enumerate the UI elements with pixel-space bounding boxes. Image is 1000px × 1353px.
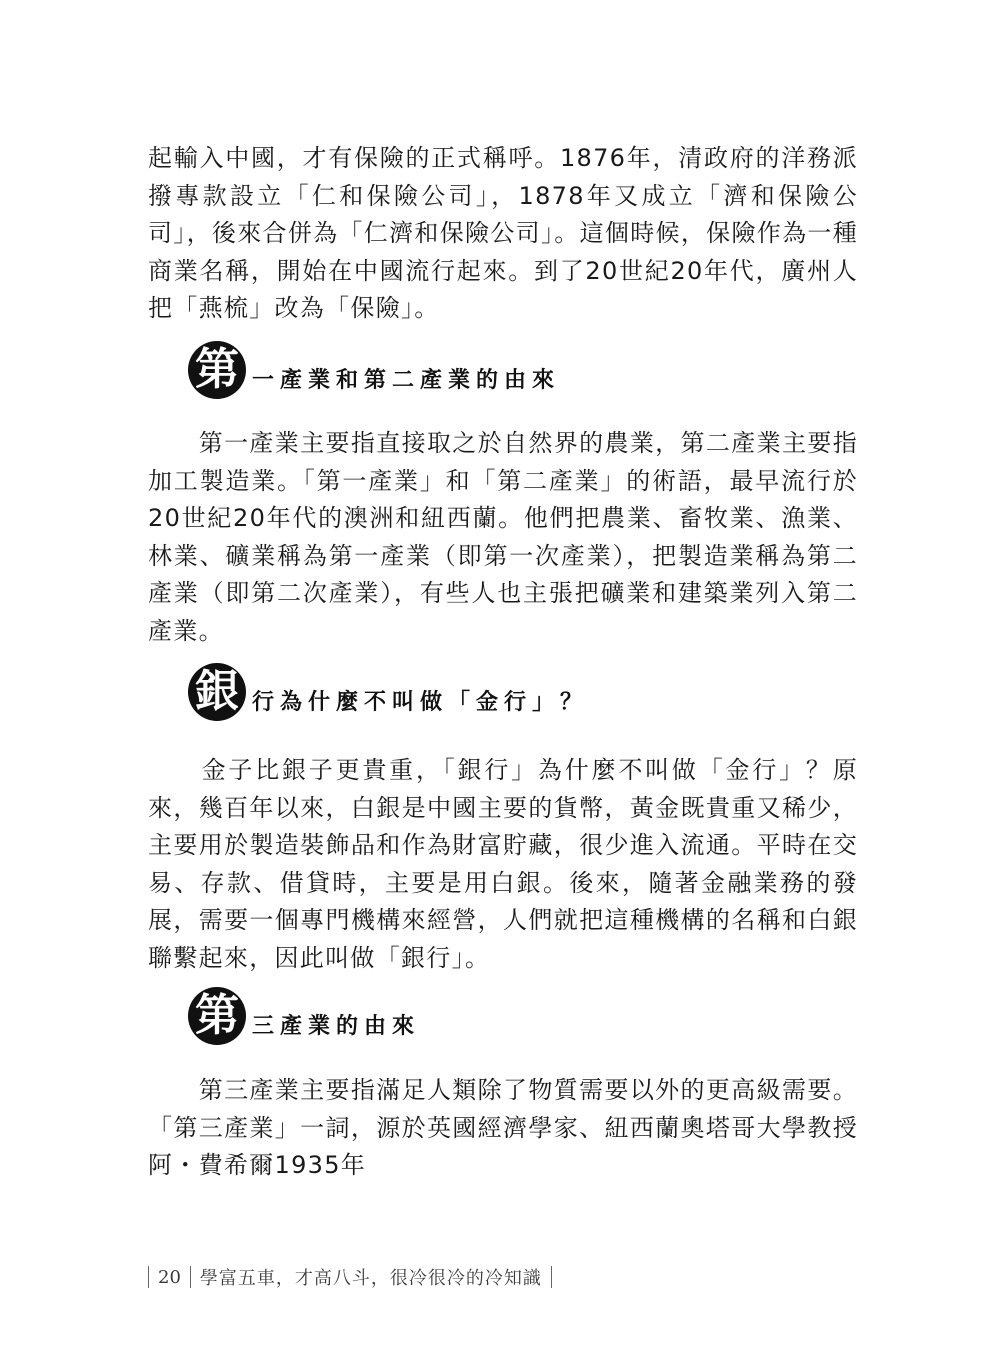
- paragraph-insurance-origin: 起輸入中國，才有保險的正式稱呼。1876年，清政府的洋務派撥專款設立「仁和保險公司」，1878年又成立「濟和保險公司」，後來合併為「仁濟和保險公司」。這個時候，保險作為一種商業名稱，開始在中國流行起來。到了20世紀20年代，廣州人把「燕梳」改為「保險」。: [148, 144, 858, 322]
- section-heading-bank-name: [188, 662, 588, 722]
- heading-text: 行為什麼不叫做「金行」？: [252, 689, 589, 715]
- heading-text: 三產業的由來: [252, 1013, 421, 1039]
- footer-divider: [190, 1266, 191, 1288]
- paragraph-bank-name: 金子比銀子更貴重，「銀行」為什麼不叫做「金行」？原來，幾百年以來，白銀是中國主要的貨幣，黃金既貴重又稀少，主要用於製造裝飾品和作為財富貯藏，很少進入流通。平時在交易、存款、借貸時，主要是用白銀。後來，隨著金融業務的發展，需要一個專門機構來經營，人們就把這種機構的名稱和白銀聯繫起來，因此叫做「銀行」。: [148, 756, 858, 972]
- footer-divider: [551, 1266, 552, 1288]
- paragraph-primary-secondary-industry: 第一產業主要指直接取之於自然界的農業，第二產業主要指加工製造業。「第一產業」和「第二產業」的術語，最早流行於20世紀20年代的澳洲和紐西蘭。他們把農業、畜牧業、漁業、林業、礦業稱為第一產業（即第一次產業），把製造業稱為第二產業（即第二次產業），有些人也主張把礦業和建築業列入第二產業。: [148, 429, 858, 645]
- page-footer: [148, 1264, 552, 1290]
- page-number: 20: [158, 1266, 181, 1288]
- footer-divider: [148, 1266, 149, 1288]
- heading-text: 一產業和第二產業的由來: [252, 367, 561, 393]
- paragraph-tertiary-industry: 第三產業主要指滿足人類除了物質需要以外的更高級需要。「第三產業」一詞，源於英國經濟學家、紐西蘭奧塔哥大學教授阿・費希爾1935年: [148, 1076, 858, 1179]
- heading-badge: 第: [188, 987, 246, 1045]
- heading-badge: 第: [188, 341, 246, 399]
- book-title: 學富五車，才高八斗，很冷很冷的冷知識: [199, 1268, 542, 1289]
- heading-badge: 銀: [188, 663, 246, 721]
- section-heading-tertiary-industry: [188, 986, 420, 1046]
- section-heading-primary-secondary-industry: [188, 340, 560, 400]
